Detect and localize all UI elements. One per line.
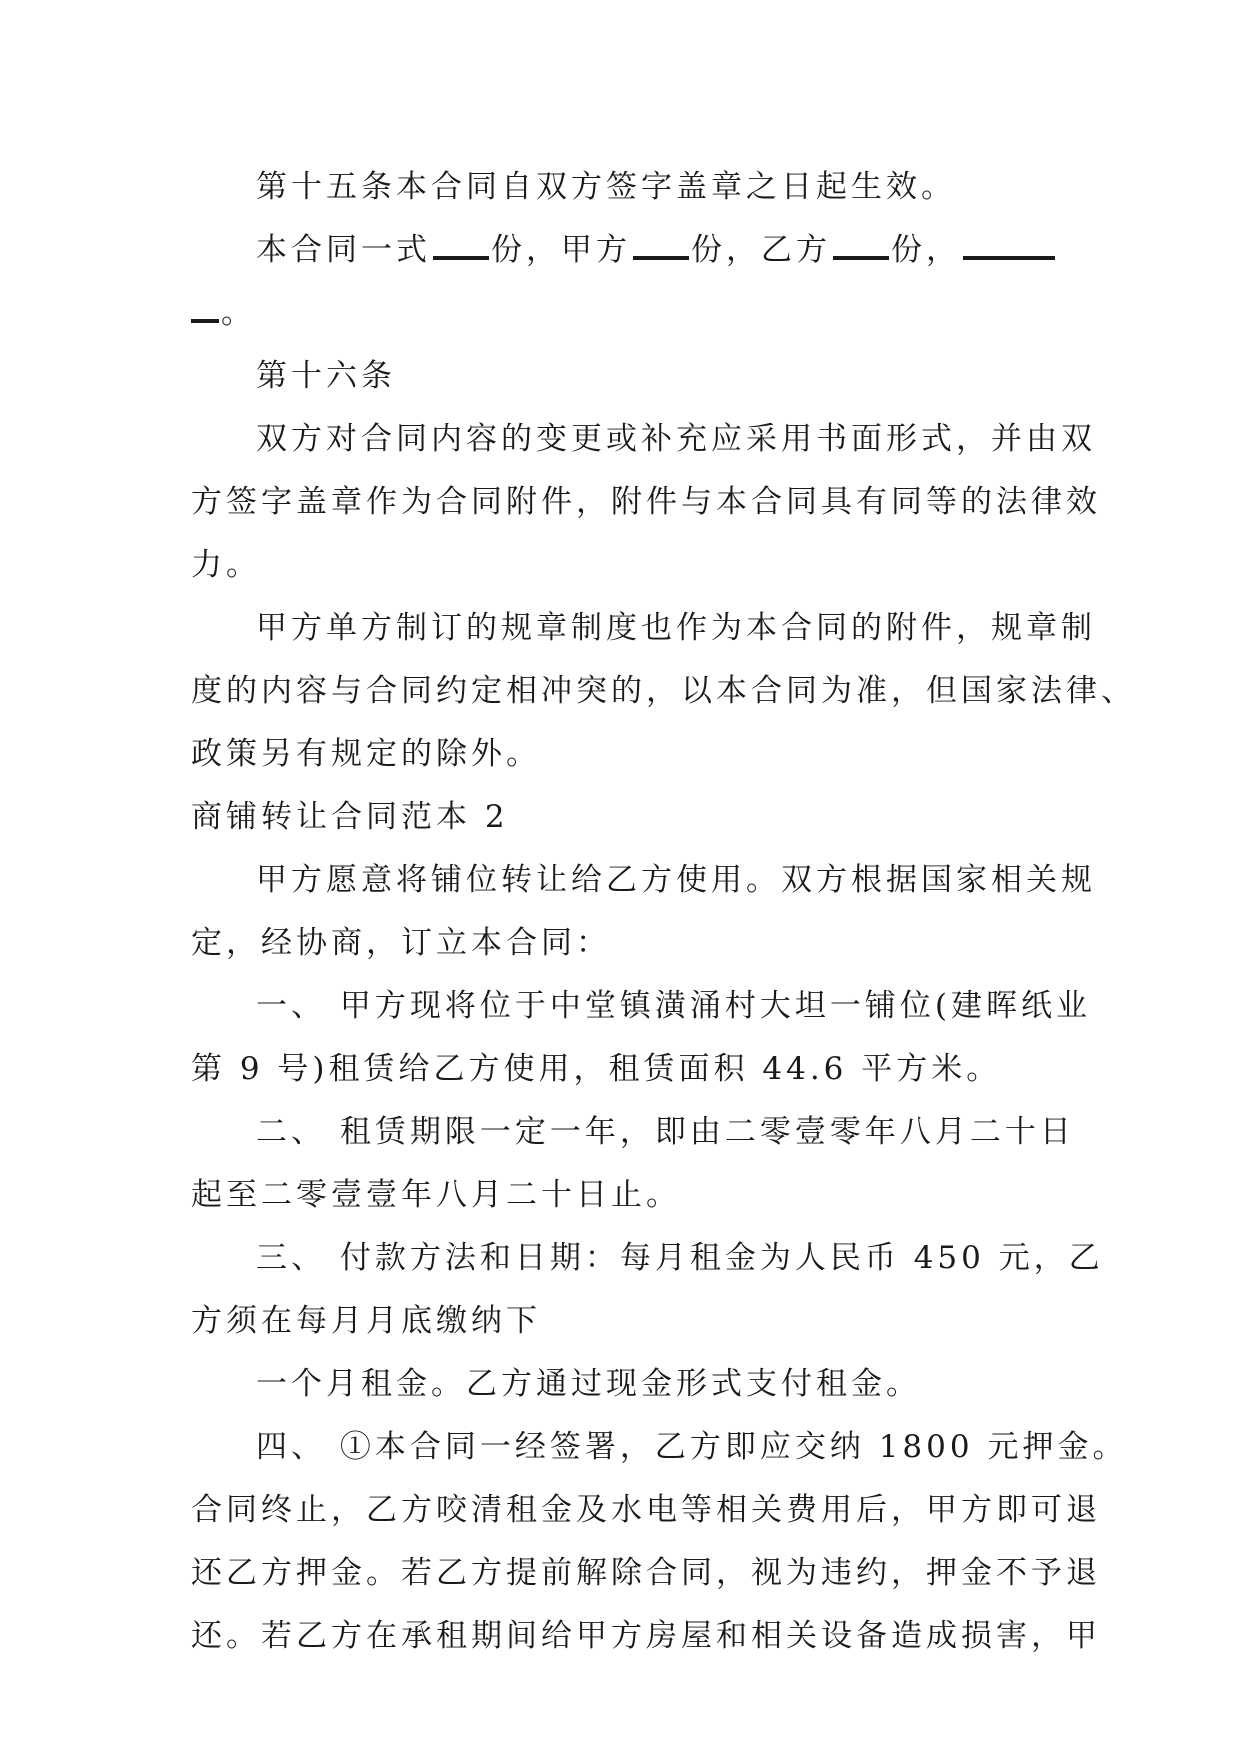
text-content: 政策另有规定的除外。 [191, 736, 541, 772]
section-title [191, 786, 1057, 849]
text-line [191, 1038, 1057, 1101]
text-line [191, 471, 1101, 534]
text-content: 力。 [191, 547, 261, 583]
text-content: 定，经协商，订立本合同： [191, 925, 611, 961]
text-line [191, 1164, 1057, 1227]
text-content: 还乙方押金。若乙方提前解除合同，视为违约，押金不予退 [191, 1555, 1101, 1591]
text-content: 三、 付款方法和日期：每月租金为人民币 450 元，乙 [256, 1240, 1104, 1276]
text-content: 还。若乙方在承租期间给甲方房屋和相关设备造成损害，甲 [191, 1618, 1101, 1654]
text-line [191, 1605, 1101, 1668]
fill-blank [633, 234, 689, 260]
text-content: 甲方愿意将铺位转让给乙方使用。双方根据国家相关规 [256, 862, 1096, 898]
text-content: 商铺转让合同范本 2 [191, 799, 509, 835]
text-content: 方签字盖章作为合同附件，附件与本合同具有同等的法律效 [191, 484, 1101, 520]
document-body [191, 156, 1136, 1668]
text-line [191, 912, 1057, 975]
text-content: 方须在每月月底缴纳下 [191, 1303, 541, 1339]
text-line: 第十六条 [256, 358, 396, 394]
clause-3-line [191, 1227, 1104, 1290]
text-content: 双方对合同内容的变更或补充应采用书面形式，并由双 [256, 421, 1096, 457]
text-fragment: 。 [221, 295, 256, 331]
clause-4-line [191, 1416, 1128, 1479]
text-line [191, 1353, 1057, 1416]
text-fragment: 本合同一式 [256, 232, 431, 268]
clause-2-line [191, 1101, 1075, 1164]
text-content: 一、 甲方现将位于中堂镇潢涌村大坦一铺位(建晖纸业 [256, 988, 1091, 1024]
text-content: 度的内容与合同约定相冲突的，以本合同为准，但国家法律、 [191, 673, 1136, 709]
text-content: 四、 ①本合同一经签署，乙方即应交纳 1800 元押金。 [256, 1429, 1128, 1465]
text-line [191, 849, 1096, 912]
text-line [191, 1542, 1101, 1605]
text-content: 一个月租金。乙方通过现金形式支付租金。 [256, 1366, 921, 1402]
text-content: 合同终止，乙方咬清租金及水电等相关费用后，甲方即可退 [191, 1492, 1101, 1528]
clause-1-line [191, 975, 1091, 1038]
text-line [191, 408, 1096, 471]
text-line [191, 534, 1057, 597]
text-line [191, 660, 1136, 723]
text-content: 二、 租赁期限一定一年，即由二零壹零年八月二十日 [256, 1114, 1075, 1150]
text-content: 甲方单方制订的规章制度也作为本合同的附件，规章制 [256, 610, 1096, 646]
fill-blank [433, 234, 489, 260]
text-line [191, 1479, 1101, 1542]
fill-blank [833, 234, 889, 260]
article-15-line [191, 156, 1057, 219]
article-16-heading [191, 345, 1057, 408]
text-fragment: 份， [891, 232, 961, 268]
text-content: 起至二零壹壹年八月二十日止。 [191, 1177, 681, 1213]
copies-line [191, 219, 1057, 282]
copies-line-continued [191, 282, 1057, 345]
text-line [191, 723, 1057, 786]
text-fragment: 份，乙方 [691, 232, 831, 268]
text-line [191, 597, 1096, 660]
fill-blank [191, 297, 219, 323]
text-line: 第十五条本合同自双方签字盖章之日起生效。 [256, 169, 956, 205]
text-content: 第 9 号)租赁给乙方使用，租赁面积 44.6 平方米。 [191, 1051, 1002, 1087]
text-line [191, 1290, 1057, 1353]
fill-blank [963, 234, 1055, 260]
text-fragment: 份，甲方 [491, 232, 631, 268]
